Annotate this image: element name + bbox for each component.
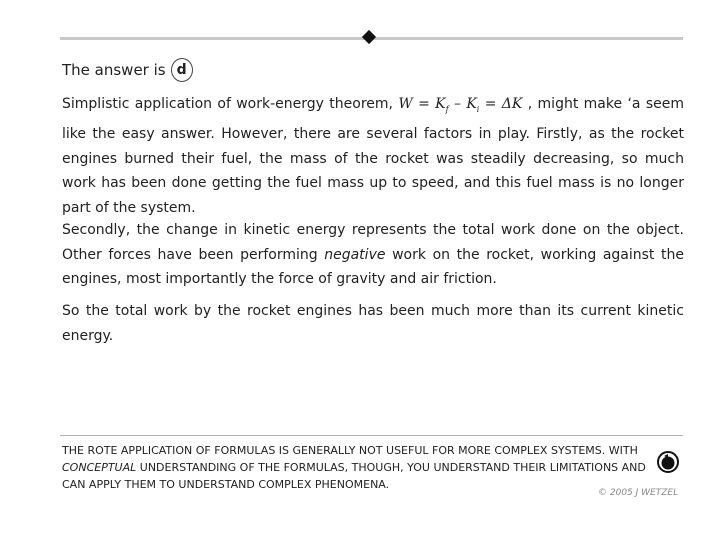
- footer-line-2-start: WITH: [608, 444, 638, 457]
- footer-line-1: THE ROTE APPLICATION OF FORMULAS IS GENERALLY NOT USEFUL FOR MORE COMPLEX SYSTEMS.: [62, 444, 606, 457]
- copyright-notice: © 2005 J WETZEL: [598, 488, 679, 498]
- emphasis-negative: negative: [324, 246, 386, 263]
- p2-text-start: Secondly, the change in kinetic energy represents the total work done on the object. Other forces have been performing: [62, 222, 684, 263]
- paragraph-conclusion: So the total work by the rocket engines has been much more than its current kinetic energy.: [62, 303, 684, 344]
- return-circle-icon[interactable]: [657, 451, 679, 473]
- p1-text-end: , might make ‘a seem like the easy answer. However, there are several factors in play. Firstly, as the rocket engines burned their fuel, the mass of the rocket was steadily decreasing, so much work has been done getting the fuel mass up to speed, and this fuel mass is no longer part of the system.: [62, 96, 685, 216]
- diamond-icon: [362, 30, 376, 44]
- footer-line-2-end: UNDERSTANDING OF THE FORMULAS, THOUGH, YOU UNDERSTAND THEIR LIMITATIONS AND CAN APPLY THEM TO UNDERSTAND COMPLEX PHENOMENA.: [62, 461, 646, 491]
- footer-note: [62, 442, 652, 493]
- answer-choice-badge: d: [171, 58, 193, 82]
- emphasis-conceptual: CONCEPTUAL: [62, 461, 137, 474]
- answer-prefix: The answer is: [62, 61, 166, 79]
- p1-text-start: Simplistic application of work-energy theorem,: [62, 96, 399, 112]
- paragraph-negative-work: [62, 218, 684, 292]
- work-energy-formula: $W = K_f - K_i = \Delta K$: [398, 96, 523, 114]
- bottom-divider: [60, 435, 683, 436]
- paragraph-work-energy: [62, 92, 684, 220]
- answer-statement: [62, 58, 193, 82]
- p2-text-end: work on the rocket, working against the engines, most importantly the force of gravity and air friction.: [62, 246, 684, 287]
